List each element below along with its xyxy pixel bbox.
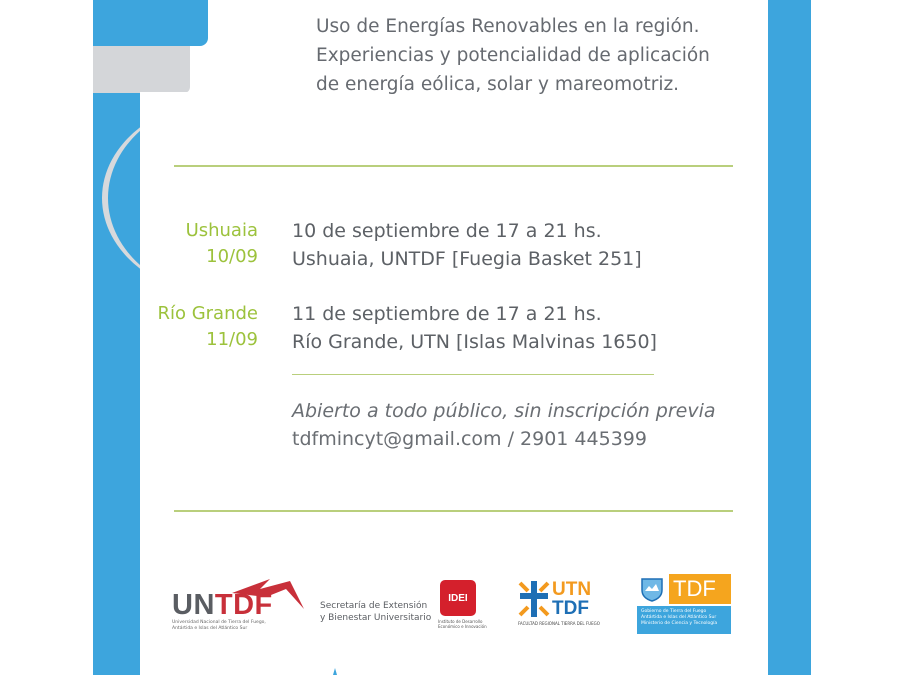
idei-sub-line-1: Instituto de Desarrollo — [438, 619, 483, 624]
intro-line-3: de energía eólica, solar y mareomotriz. — [316, 74, 680, 95]
secretaria-line-1: Secretaría de Extensión — [320, 601, 428, 611]
divider-middle — [292, 374, 654, 375]
open-notice: Abierto a todo público, sin inscripción previa — [292, 400, 716, 422]
divider-bottom — [174, 510, 733, 512]
left-blue-band — [93, 0, 140, 675]
right-blue-band — [768, 0, 811, 675]
utn-emblem-icon — [518, 579, 550, 619]
untdf-subtitle — [172, 620, 266, 632]
idei-badge: IDEI — [440, 580, 476, 616]
utn-logo — [518, 579, 608, 629]
event-when: 10 de septiembre de 17 a 21 hs. — [292, 220, 602, 242]
utn-line-2: TDF — [552, 598, 589, 619]
utn-line-1: UTN — [552, 579, 592, 600]
event-details-rio-grande — [292, 300, 657, 356]
tdf-subtitle — [637, 606, 731, 634]
event-city-date: 10/09 — [206, 246, 258, 267]
untdf-sub-line-2: Antártida e Islas del Atlántico Sur — [172, 626, 248, 631]
tdf-wordmark: TDF — [669, 574, 731, 604]
tdf-sub-line-3: Ministerio de Ciencia y Tecnología — [641, 621, 718, 626]
untdf-tdf: TDF — [214, 589, 273, 621]
intro-text — [316, 12, 766, 99]
grey-tab — [93, 46, 190, 93]
shield-icon — [639, 576, 665, 602]
tdf-sub-line-2: Antártida e Islas del Atlántico Sur — [641, 615, 717, 620]
event-details-ushuaia — [292, 217, 642, 273]
event-when: 11 de septiembre de 17 a 21 hs. — [292, 303, 602, 325]
event-city-name: Ushuaia — [185, 220, 258, 241]
untdf-sub-line-1: Universidad Nacional de Tierra del Fuego, — [172, 620, 266, 625]
divider-top — [174, 165, 733, 167]
idei-logo — [438, 578, 498, 633]
untdf-un: UN — [172, 589, 215, 621]
utn-subtitle: FACULTAD REGIONAL TIERRA DEL FUEGO — [518, 621, 600, 626]
star-icon — [327, 668, 343, 675]
event-city-name: Río Grande — [157, 303, 258, 324]
arc-mask — [140, 92, 760, 312]
secretaria-line-2: y Bienestar Universitario — [320, 613, 432, 623]
secretaria-logo — [320, 600, 431, 624]
tdf-sub-line-1: Gobierno de Tierra del Fuego — [641, 609, 707, 614]
event-where: Ushuaia, UNTDF [Fuegia Basket 251] — [292, 248, 642, 270]
bird-icon — [230, 575, 305, 610]
tdf-logo — [637, 574, 732, 636]
event-city-ushuaia — [186, 218, 258, 270]
idei-sub-line-2: Económico e Innovación — [438, 624, 487, 629]
event-where: Río Grande, UTN [Islas Malvinas 1650] — [292, 331, 657, 353]
event-city-date: 11/09 — [206, 329, 258, 350]
idei-subtitle — [438, 619, 487, 629]
intro-line-2: Experiencias y potencialidad de aplicación — [316, 45, 710, 66]
intro-line-1: Uso de Energías Renovables en la región. — [316, 16, 700, 37]
contact-info[interactable]: tdfmincyt@gmail.com / 2901 445399 — [292, 428, 647, 450]
notice-block — [292, 397, 716, 453]
event-city-rio-grande — [157, 301, 258, 353]
top-blue-tab — [93, 0, 208, 46]
